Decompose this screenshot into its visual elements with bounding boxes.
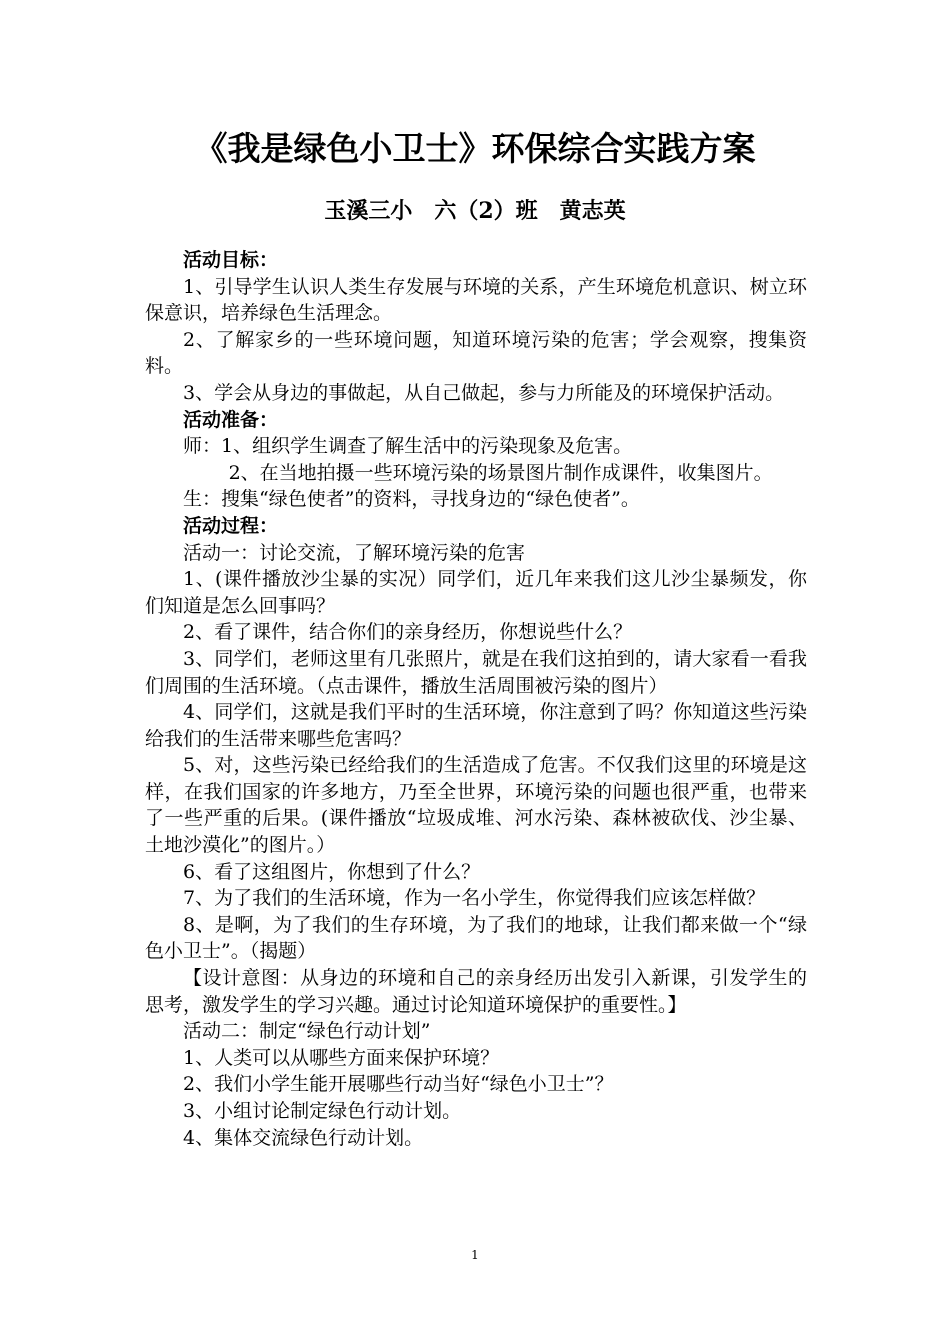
prep-student-item: 生：搜集“绿色使者”的资料，寻找身边的“绿色使者”。 — [183, 488, 640, 511]
activity-1-item-4: 4、同学们，这就是我们平时的生活环境，你注意到了吗？你知道这些污染给我们的生活带来哪些危害吗？ — [145, 701, 807, 750]
activity-1-item-3: 3、同学们，老师这里有几张照片，就是在我们这拍到的，请大家看一看我们周围的生活环境。（点击课件，播放生活周围被污染的图片） — [145, 647, 807, 697]
activity-1-item-8: 8、是啊，为了我们的生存环境，为了我们的地球，让我们都来做一个“绿色小卫士”。（揭题） — [145, 913, 807, 963]
activity-1-item-1: 1、(课件播放沙尘暴的实况）同学们，近几年来我们这儿沙尘暴频发，你们知道是怎么回事吗？ — [145, 568, 807, 617]
document-title: 《我是绿色小卫士》环保综合实践方案 — [194, 129, 756, 168]
activity-2-item-3: 3、小组讨论制定绿色行动计划。 — [183, 1100, 462, 1122]
activity-2-title: 活动二：制定“绿色行动计划” — [183, 1020, 431, 1043]
goal-item-1: 1、引导学生认识人类生存发展与环境的关系，产生环境危机意识、树立环保意识，培养绿色生活理念。 — [145, 275, 807, 325]
goal-item-2: 2、了解家乡的一些环境问题，知道环境污染的危害；学会观察，搜集资料。 — [145, 328, 807, 378]
activity-2-item-2: 2、我们小学生能开展哪些行动当好“绿色小卫士”？ — [183, 1073, 614, 1096]
activity-1-item-2: 2、看了课件，结合你们的亲身经历，你想说些什么？ — [183, 621, 633, 644]
activity-1-item-7: 7、为了我们的生活环境，作为一名小学生，你觉得我们应该怎样做？ — [183, 887, 766, 910]
document-author-line: 玉溪三小 六（2）班 黄志英 — [324, 198, 626, 224]
activity-1-item-5: 5、对，这些污染已经给我们的生活造成了危害。不仅我们这里的环境是这样，在我们国家的许多地方，乃至全世界，环境污染的问题也很严重，也带来了一些严重的后果。(课件播放“垃圾成堆、河水污染、森林被砍伐、沙尘暴、土地沙漠化”的图片。） — [145, 754, 807, 857]
section-heading-preparation: 活动准备： — [183, 408, 279, 431]
activity-1-item-6: 6、看了这组图片，你想到了什么？ — [183, 860, 481, 883]
section-heading-process: 活动过程： — [183, 514, 279, 537]
activity-1-title: 活动一：讨论交流，了解环境污染的危害 — [183, 541, 526, 564]
design-intent-note: 【设计意图：从身边的环境和自己的亲身经历出发引入新课，引发学生的思考，激发学生的学习兴趣。通过讨论知道环境保护的重要性。】 — [145, 967, 807, 1016]
goal-item-3: 3、学会从身边的事做起，从自己做起，参与力所能及的环境保护活动。 — [183, 381, 785, 404]
prep-teacher-item-2: 2、在当地拍摄一些环境污染的场景图片制作成课件，收集图片。 — [228, 461, 773, 484]
activity-2-item-1: 1、人类可以从哪些方面来保护环境？ — [183, 1046, 500, 1069]
section-heading-goals: 活动目标： — [183, 249, 279, 271]
activity-2-item-4: 4、集体交流绿色行动计划。 — [183, 1126, 424, 1149]
prep-teacher-item-1: 师：1、组织学生调查了解生活中的污染现象及危害。 — [183, 435, 633, 458]
page-number: 1 — [471, 1248, 479, 1262]
document-body — [145, 247, 807, 1151]
